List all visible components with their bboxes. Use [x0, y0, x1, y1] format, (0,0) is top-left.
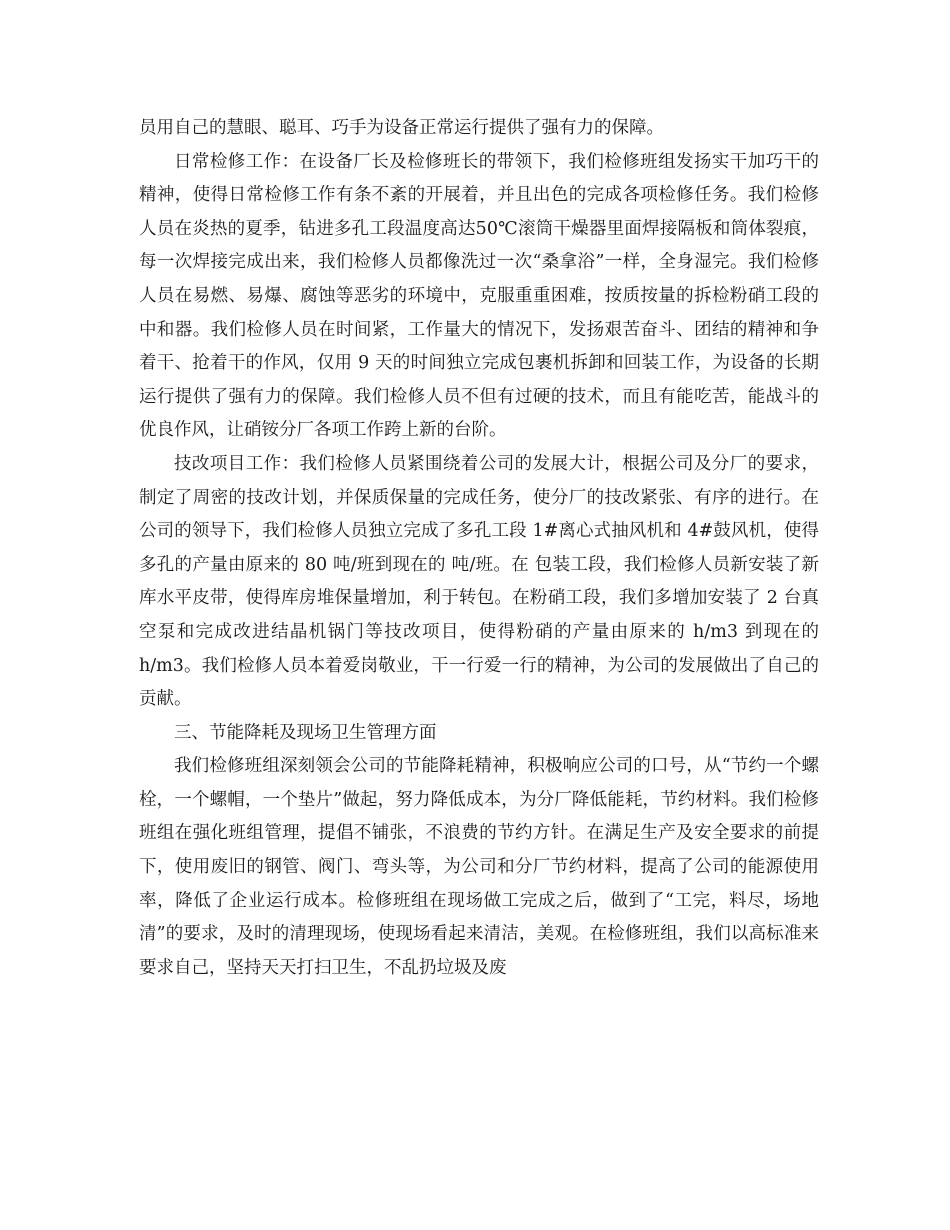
paragraph-energy-saving: 我们检修班组深刻领会公司的节能降耗精神，积极响应公司的口号，从“节约一个螺栓，一个螺帽，一个垫片”做起，努力降低成本，为分厂降低能耗，节约材料。我们检修班组在强化班组管理，提倡不铺张，不浪费的节约方针。在满足生产及安全要求的前提下，使用废旧的钢管、阀门、弯头等，为公司和分厂节约材料，提高了公司的能源使用率，降低了企业运行成本。检修班组在现场做工完成之后，做到了“工完，料尽，场地清”的要求，及时的清理现场，使现场看起来清洁，美观。在检修班组，我们以高标准来要求自己，坚持天天打扫卫生，不乱扔垃圾及废	[139, 756, 819, 978]
paragraph-continuation: 员用自己的慧眼、聪耳、巧手为设备正常运行提供了强有力的保障。	[139, 118, 664, 138]
paragraph-daily-maintenance: 日常检修工作：在设备厂长及检修班长的带领下，我们检修班组发扬实干加巧干的精神，使得日常检修工作有条不紊的开展着，并且出色的完成各项检修任务。我们检修人员在炎热的夏季，钻进多孔工段温度高达50℃滚筒干燥器里面焊接隔板和筒体裂痕，每一次焊接完成出来，我们检修人员都像洗过一次“桑拿浴”一样，全身湿完。我们检修人员在易燃、易爆、腐蚀等恶劣的环境中，克服重重困难，按质按量的拆检粉硝工段的中和器。我们检修人员在时间紧，工作量大的情况下，发扬艰苦奋斗、团结的精神和争着干、抢着干的作风，仅用 9 天的时间独立完成包裹机拆卸和回装工作，为设备的长期运行提供了强有力的保障。我们检修人员不但有过硬的技术，而且有能吃苦，能战斗的优良作风，让硝铵分厂各项工作跨上新的台阶。	[139, 151, 819, 441]
document-body	[139, 112, 819, 985]
section-heading-energy-saving: 三、节能降耗及现场卫生管理方面	[174, 722, 437, 743]
paragraph-technical-renovation: 技改项目工作：我们检修人员紧围绕着公司的发展大计，根据公司及分厂的要求，制定了周密的技改计划，并保质保量的完成任务，使分厂的技改紧张、有序的进行。在公司的领导下，我们检修人员独立完成了多孔工段 1#离心式抽风机和 4#鼓风机，使得多孔的产量由原来的 80 吨/班到现在的 吨/班。在 包装工段，我们检修人员新安装了新库水平皮带，使得库房堆保量增加，利于转包。在粉硝工段，我们多增加安装了 2 台真空泵和完成改进结晶机锅门等技改项目，使得粉硝的产量由原来的 h/m3 到现在的 h/m3。我们检修人员本着爱岗敬业，干一行爱一行的精神，为公司的发展做出了自己的贡献。	[139, 453, 819, 710]
